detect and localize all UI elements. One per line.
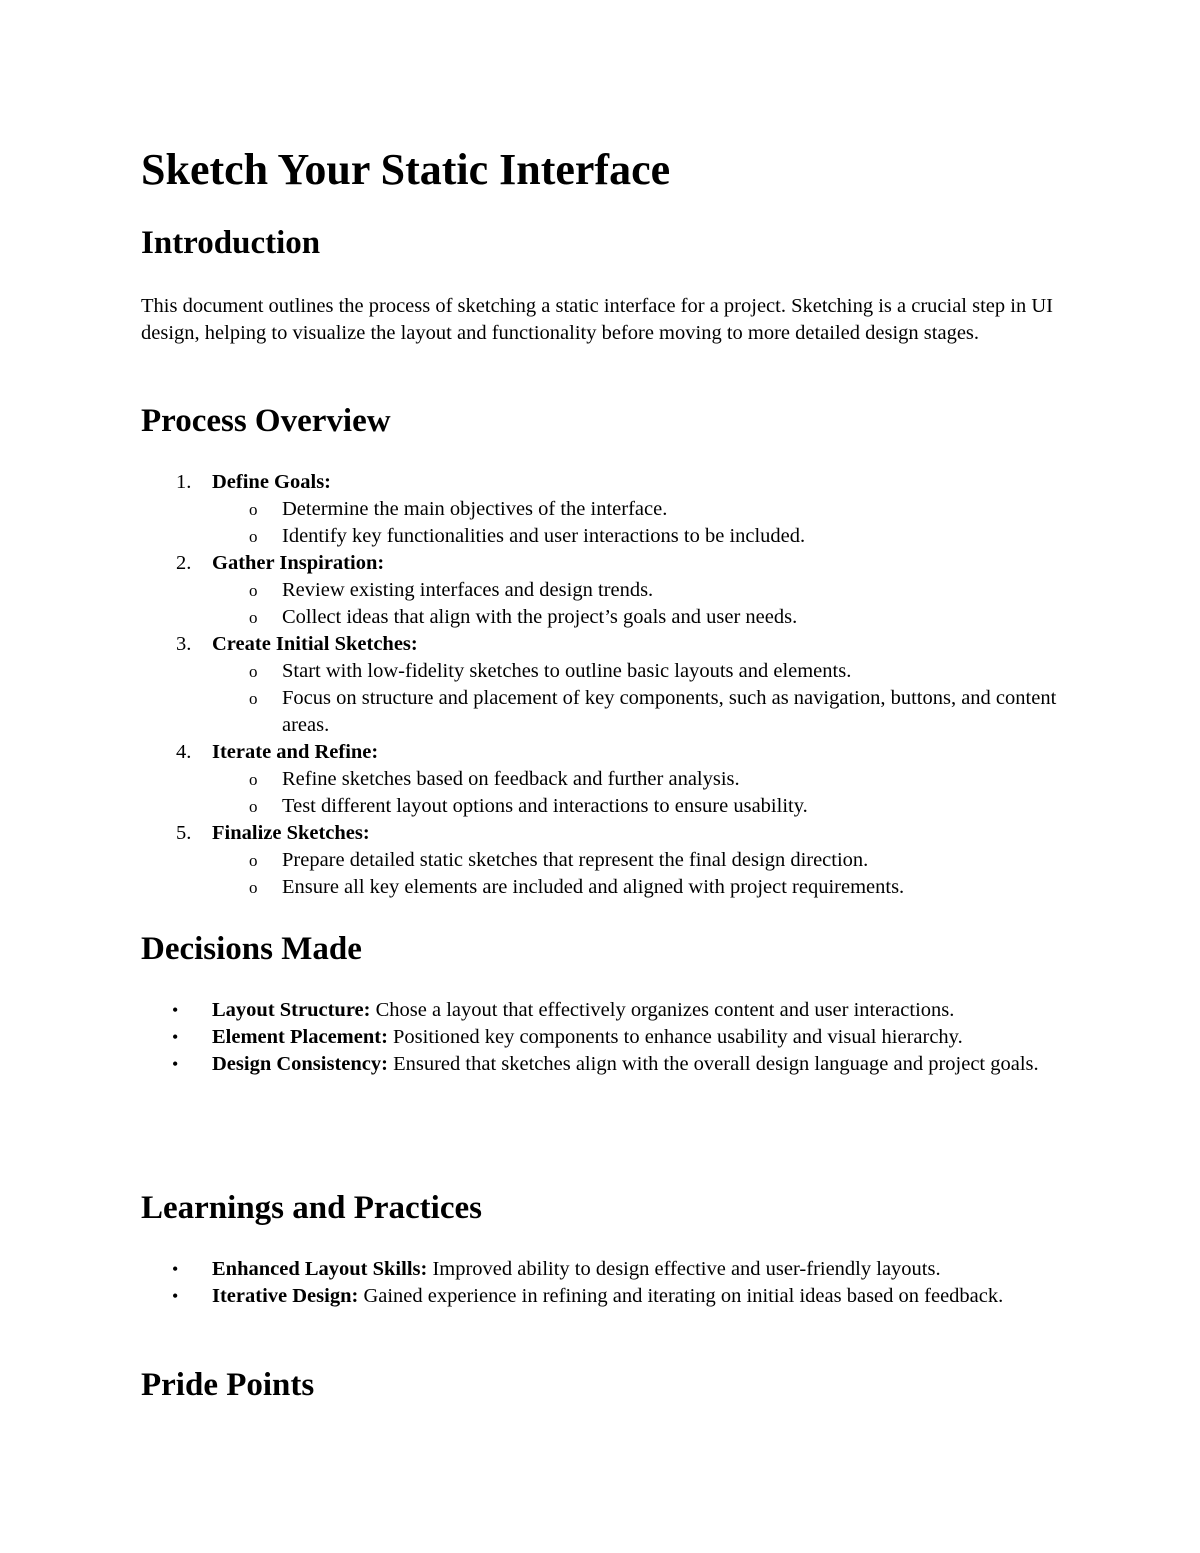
subitem-text: Ensure all key elements are included and aligned with project requirements. <box>282 876 905 898</box>
process-step <box>141 739 1071 766</box>
page-title: Sketch Your Static Interface <box>141 145 671 194</box>
decision-text: Chose a layout that effectively organizes content and user interactions. <box>375 999 955 1021</box>
sub-marker: o <box>249 878 258 897</box>
process-steps-list <box>141 469 1071 901</box>
learning-text: Gained experience in refining and iterating on initial ideas based on feedback. <box>363 1285 1004 1307</box>
process-step <box>141 820 1071 847</box>
step-subitem <box>249 874 1071 901</box>
subitem-text: Review existing interfaces and design trends. <box>282 579 654 601</box>
bullet-marker: • <box>172 1286 179 1306</box>
decisions-list <box>141 997 1071 1078</box>
step-title: Create Initial Sketches: <box>212 633 418 655</box>
sub-marker: o <box>249 797 258 816</box>
step-number: 4. <box>176 741 192 763</box>
learning-item <box>141 1256 1071 1283</box>
process-step <box>141 631 1071 658</box>
decision-label: Element Placement: <box>212 1026 388 1048</box>
sub-marker: o <box>249 527 258 546</box>
sub-marker: o <box>249 770 258 789</box>
bullet-marker: • <box>172 1054 179 1074</box>
step-number: 2. <box>176 552 192 574</box>
step-subitem <box>249 793 1071 820</box>
decision-text: Ensured that sketches align with the overall design language and project goals. <box>393 1053 1039 1075</box>
step-title: Iterate and Refine: <box>212 741 379 763</box>
heading-decisions-made: Decisions Made <box>141 931 362 967</box>
process-step <box>141 550 1071 577</box>
learning-label: Enhanced Layout Skills: <box>212 1258 428 1280</box>
subitem-text: Prepare detailed static sketches that represent the final design direction. <box>282 849 869 871</box>
heading-process-overview: Process Overview <box>141 403 391 439</box>
subitem-text: Collect ideas that align with the project’s goals and user needs. <box>282 606 798 628</box>
decision-text: Positioned key components to enhance usability and visual hierarchy. <box>393 1026 963 1048</box>
learning-text: Improved ability to design effective and user-friendly layouts. <box>432 1258 941 1280</box>
step-subitem <box>249 658 1071 685</box>
sub-marker: o <box>249 500 258 519</box>
subitem-text: Determine the main objectives of the interface. <box>282 498 668 520</box>
step-title: Gather Inspiration: <box>212 552 385 574</box>
subitem-text: Start with low-fidelity sketches to outline basic layouts and elements. <box>282 660 852 682</box>
heading-introduction: Introduction <box>141 225 321 261</box>
sub-marker: o <box>249 581 258 600</box>
bullet-marker: • <box>172 1259 179 1279</box>
step-subitem <box>249 685 1071 739</box>
learning-label: Iterative Design: <box>212 1285 359 1307</box>
decision-item <box>141 1051 1071 1078</box>
step-subitem <box>249 496 1071 523</box>
learnings-list <box>141 1256 1071 1310</box>
heading-pride-points: Pride Points <box>141 1367 315 1403</box>
subitem-text: Identify key functionalities and user interactions to be included. <box>282 525 806 547</box>
learning-item <box>141 1283 1071 1310</box>
step-subitem <box>249 604 1071 631</box>
step-subitem <box>249 766 1071 793</box>
subitem-text: Test different layout options and interactions to ensure usability. <box>282 795 808 817</box>
heading-learnings-practices: Learnings and Practices <box>141 1190 482 1226</box>
sub-marker: o <box>249 608 258 627</box>
process-step <box>141 469 1071 496</box>
step-number: 1. <box>176 471 192 493</box>
decision-label: Layout Structure: <box>212 999 371 1021</box>
introduction-paragraph: This document outlines the process of sketching a static interface for a project. Sketching is a crucial step in UI design, helping to visualize the layout and functionality before moving to more detailed design stages. <box>141 295 1053 344</box>
step-number: 5. <box>176 822 192 844</box>
bullet-marker: • <box>172 1000 179 1020</box>
decision-label: Design Consistency: <box>212 1053 388 1075</box>
decision-item <box>141 1024 1071 1051</box>
step-subitem <box>249 577 1071 604</box>
sub-marker: o <box>249 662 258 681</box>
sub-marker: o <box>249 851 258 870</box>
step-subitem <box>249 847 1071 874</box>
subitem-text: Focus on structure and placement of key components, such as navigation, buttons, and content areas. <box>282 687 1057 736</box>
step-title: Define Goals: <box>212 471 331 493</box>
step-number: 3. <box>176 633 192 655</box>
step-subitem <box>249 523 1071 550</box>
subitem-text: Refine sketches based on feedback and further analysis. <box>282 768 740 790</box>
bullet-marker: • <box>172 1027 179 1047</box>
sub-marker: o <box>249 689 258 708</box>
step-title: Finalize Sketches: <box>212 822 370 844</box>
decision-item <box>141 997 1001 1024</box>
